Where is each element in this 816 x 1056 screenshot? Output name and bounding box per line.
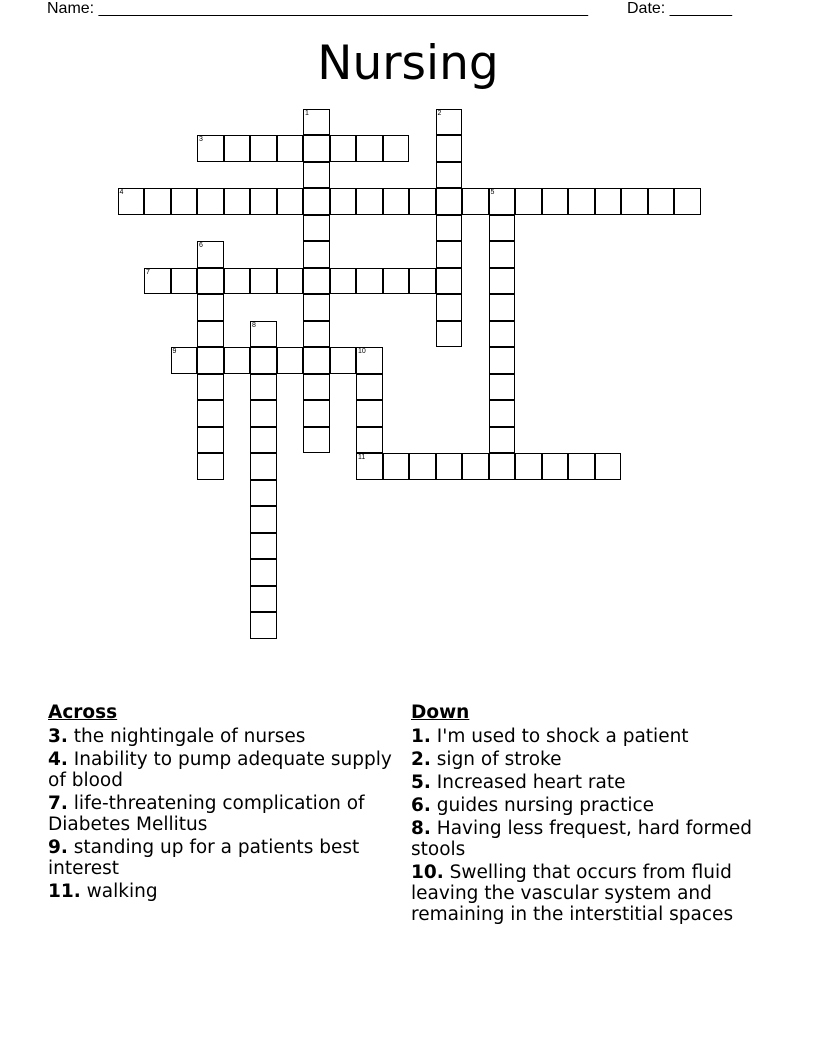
clue-number: 11. [48,881,81,902]
crossword-cell[interactable] [409,268,436,295]
crossword-cell[interactable] [436,215,463,242]
clue-text: guides nursing practice [430,795,655,816]
crossword-cell[interactable] [436,188,463,215]
crossword-cell[interactable] [250,188,277,215]
down-clues [411,702,781,927]
crossword-cell[interactable] [383,268,410,295]
crossword-cell[interactable] [489,374,516,401]
crossword-cell[interactable] [303,135,330,162]
crossword-cell[interactable] [303,427,330,454]
crossword-cell[interactable] [356,347,383,374]
crossword-cell[interactable] [330,188,357,215]
clue-text: life-threatening complication of Diabetes Mellitus [48,793,365,835]
crossword-cell[interactable] [250,135,277,162]
crossword-cell[interactable] [303,347,330,374]
crossword-cell[interactable] [595,188,622,215]
crossword-cell[interactable] [436,321,463,348]
crossword-cell[interactable] [330,268,357,295]
crossword-cell[interactable] [250,506,277,533]
crossword-cell[interactable] [250,453,277,480]
crossword-cell[interactable] [515,453,542,480]
crossword-cell[interactable] [303,400,330,427]
clue-number: 6. [411,795,431,816]
crossword-cell[interactable] [568,188,595,215]
crossword-cell[interactable] [303,321,330,348]
crossword-cell[interactable] [515,188,542,215]
crossword-cell[interactable] [303,241,330,268]
crossword-cell[interactable] [303,109,330,136]
crossword-cell[interactable] [489,453,516,480]
crossword-cell[interactable] [250,533,277,560]
crossword-cell[interactable] [409,453,436,480]
clue-number: 9. [48,837,68,858]
crossword-cell[interactable] [277,188,304,215]
clue-text: sign of stroke [430,749,562,770]
crossword-cell[interactable] [250,374,277,401]
crossword-cell[interactable] [356,453,383,480]
clue-text: Swelling that occurs from fluid leaving the vascular system and remaining in the interstitial spaces [411,862,734,925]
down-heading: Down [411,702,470,723]
crossword-cell[interactable] [356,400,383,427]
down-clue [411,749,781,770]
across-clues [48,702,393,904]
down-clue [411,818,781,860]
clue-number-label: 1 [305,109,309,117]
clue-number: 10. [411,862,444,883]
crossword-cell[interactable] [436,135,463,162]
crossword-cell[interactable] [197,241,224,268]
crossword-cell[interactable] [197,294,224,321]
crossword-cell[interactable] [250,480,277,507]
crossword-cell[interactable] [118,188,145,215]
crossword-cell[interactable] [197,268,224,295]
clue-number: 3. [48,726,68,747]
crossword-cell[interactable] [648,188,675,215]
crossword-cell[interactable] [250,400,277,427]
clue-number: 2. [411,749,431,770]
clue-number-label: 10 [358,348,366,355]
crossword-cell[interactable] [250,268,277,295]
crossword-cell[interactable] [542,188,569,215]
crossword-cell[interactable] [224,135,251,162]
crossword-cell[interactable] [595,453,622,480]
clue-number-label: 6 [199,242,203,249]
crossword-cell[interactable] [303,294,330,321]
crossword-cell[interactable] [436,268,463,295]
crossword-cell[interactable] [197,188,224,215]
crossword-cell[interactable] [250,427,277,454]
crossword-cell[interactable] [436,294,463,321]
clue-number-label: 9 [172,348,177,355]
crossword-cell[interactable] [197,400,224,427]
crossword-cell[interactable] [303,188,330,215]
crossword-cell[interactable] [330,347,357,374]
clue-text: the nightingale of nurses [67,726,306,747]
crossword-cell[interactable] [250,559,277,586]
crossword-cell[interactable] [568,453,595,480]
crossword-cell[interactable] [250,321,277,348]
crossword-cell[interactable] [224,268,251,295]
crossword-cell[interactable] [489,347,516,374]
crossword-cell[interactable] [303,374,330,401]
crossword-cell[interactable] [171,268,198,295]
across-heading: Across [48,702,118,723]
clue-number: 7. [48,793,68,814]
crossword-cell[interactable] [144,188,171,215]
crossword-cell[interactable] [250,347,277,374]
crossword-cell[interactable] [277,135,304,162]
clue-number: 5. [411,772,431,793]
crossword-cell[interactable] [303,268,330,295]
crossword-cell[interactable] [171,347,198,374]
clue-number-label: 3 [199,136,203,143]
crossword-cell[interactable] [462,453,489,480]
crossword-cell[interactable] [356,427,383,454]
crossword-cell[interactable] [489,400,516,427]
crossword-cell[interactable] [436,109,463,136]
across-clue [48,726,393,747]
date-line: Date: _______ [627,0,732,17]
crossword-cell[interactable] [171,188,198,215]
crossword-cell[interactable] [436,453,463,480]
crossword-cell[interactable] [303,162,330,189]
down-clue [411,862,781,925]
crossword-cell[interactable] [436,162,463,189]
crossword-cell[interactable] [383,453,410,480]
across-clue [48,749,393,791]
clue-text: I'm used to shock a patient [430,726,689,747]
crossword-cell[interactable] [277,347,304,374]
crossword-cell[interactable] [489,294,516,321]
clue-number: 4. [48,749,68,770]
crossword-cell[interactable] [356,188,383,215]
clue-number-label: 11 [358,454,366,461]
crossword-cell[interactable] [197,374,224,401]
crossword-cell[interactable] [621,188,648,215]
crossword-cell[interactable] [383,135,410,162]
crossword-cell[interactable] [489,427,516,454]
crossword-cell[interactable] [356,374,383,401]
crossword-cell[interactable] [489,241,516,268]
crossword-cell[interactable] [436,241,463,268]
crossword-cell[interactable] [356,268,383,295]
crossword-cell[interactable] [330,135,357,162]
crossword-cell[interactable] [489,268,516,295]
crossword-cell[interactable] [224,188,251,215]
crossword-cell[interactable] [489,188,516,215]
crossword-cell[interactable] [250,586,277,613]
down-clue [411,726,781,747]
clue-number-label: 7 [146,268,150,276]
crossword-cell[interactable] [197,321,224,348]
across-clue [48,793,393,835]
clue-text: walking [80,881,158,902]
clue-number-label: 5 [490,189,495,196]
crossword-cell[interactable] [250,612,277,639]
clue-number: 8. [411,818,431,839]
crossword-cell[interactable] [303,215,330,242]
down-clue [411,772,781,793]
crossword-cell[interactable] [197,453,224,480]
crossword-cell[interactable] [542,453,569,480]
crossword-cell[interactable] [383,188,410,215]
across-clue [48,881,393,902]
clue-text: Increased heart rate [430,772,626,793]
clue-number-label: 8 [252,321,256,329]
clue-text: Inability to pump adequate supply of blood [48,749,392,791]
crossword-cell[interactable] [197,347,224,374]
crossword-cell[interactable] [462,188,489,215]
crossword-cell[interactable] [674,188,701,215]
clue-number: 1. [411,726,431,747]
clue-number-label: 2 [437,109,442,117]
crossword-cell[interactable] [197,427,224,454]
crossword-cell[interactable] [277,268,304,295]
crossword-cell[interactable] [144,268,171,295]
crossword-cell[interactable] [224,347,251,374]
crossword-cell[interactable] [356,135,383,162]
clue-text: standing up for a patients best interest [48,837,360,879]
name-line: Name: _______________________________________________________ [47,0,588,17]
crossword-cell[interactable] [489,321,516,348]
clue-text: Having less frequest, hard formed stools [411,818,752,860]
crossword-cell[interactable] [489,215,516,242]
crossword-cell[interactable] [197,135,224,162]
down-clue [411,795,781,816]
crossword-cell[interactable] [409,188,436,215]
across-clue [48,837,393,879]
clue-number-label: 4 [119,189,124,196]
page-title: Nursing [317,36,499,91]
